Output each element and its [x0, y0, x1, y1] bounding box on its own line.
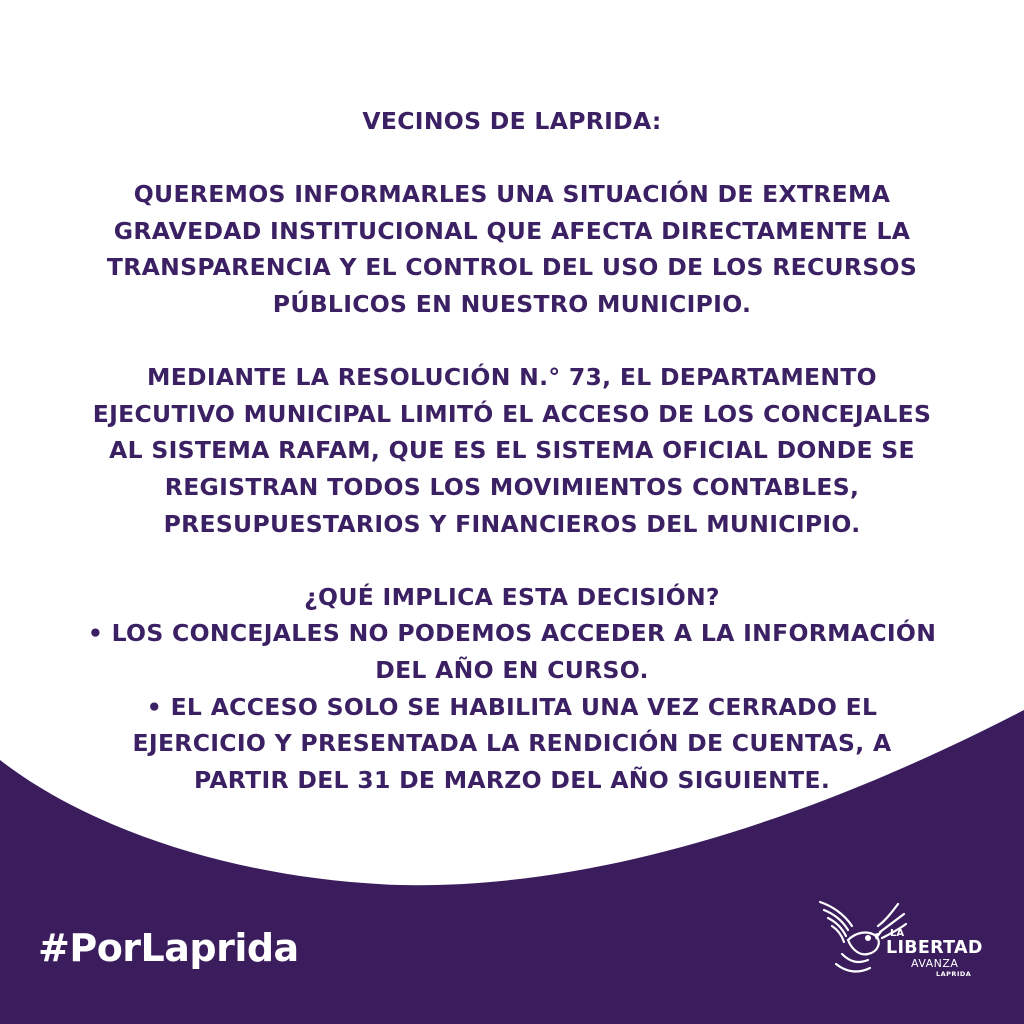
paragraph-1-line: QUEREMOS INFORMARLES UNA SITUACIÓN DE EXTREMA: [133, 180, 891, 209]
paragraph-2-line: AL SISTEMA RAFAM, QUE ES EL SISTEMA OFICIAL DONDE SE: [109, 436, 915, 465]
paragraph-2-line: MEDIANTE LA RESOLUCIÓN N.° 73, EL DEPARTAMENTO: [147, 363, 877, 392]
question-heading: ¿QUÉ IMPLICA ESTA DECISIÓN?: [304, 582, 720, 611]
paragraph-1-line: PÚBLICOS EN NUESTRO MUNICIPIO.: [272, 289, 752, 318]
paragraph-1-line: GRAVEDAD INSTITUCIONAL QUE AFECTA DIRECTAMENTE LA: [113, 216, 911, 245]
logo-text-la: LA: [890, 928, 905, 939]
bullet-2-line: PARTIR DEL 31 DE MARZO DEL AÑO SIGUIENTE.: [193, 765, 831, 794]
greeting: VECINOS DE LAPRIDA:: [362, 107, 662, 135]
paragraph-1-line: TRANSPARENCIA Y EL CONTROL DEL USO DE LOS RECURSOS: [106, 253, 918, 282]
paragraph-2-line: EJECUTIVO MUNICIPAL LIMITÓ EL ACCESO DE LOS CONCEJALES: [92, 399, 932, 428]
bullet-2-line: EJERCICIO Y PRESENTADA LA RENDICIÓN DE CUENTAS, A: [132, 729, 892, 758]
bullet-1-line: DEL AÑO EN CURSO.: [375, 655, 649, 684]
logo-text-avanza: AVANZA: [911, 957, 959, 970]
logo-text-laprida: LAPRIDA: [936, 970, 972, 978]
bullet-1-line: • LOS CONCEJALES NO PODEMOS ACCEDER A LA INFORMACIÓN: [87, 619, 937, 648]
bullet-2-line: • EL ACCESO SOLO SE HABILITA UNA VEZ CERRADO EL: [146, 692, 878, 721]
paragraph-2-line: PRESUPUESTARIOS Y FINANCIEROS DEL MUNICIPIO.: [163, 509, 861, 538]
logo-text-libertad: LIBERTAD: [886, 938, 983, 958]
paragraph-2-line: REGISTRAN TODOS LOS MOVIMIENTOS CONTABLES,: [164, 472, 860, 501]
announcement-text: [40, 103, 984, 798]
hashtag: #PorLaprida: [38, 926, 299, 970]
